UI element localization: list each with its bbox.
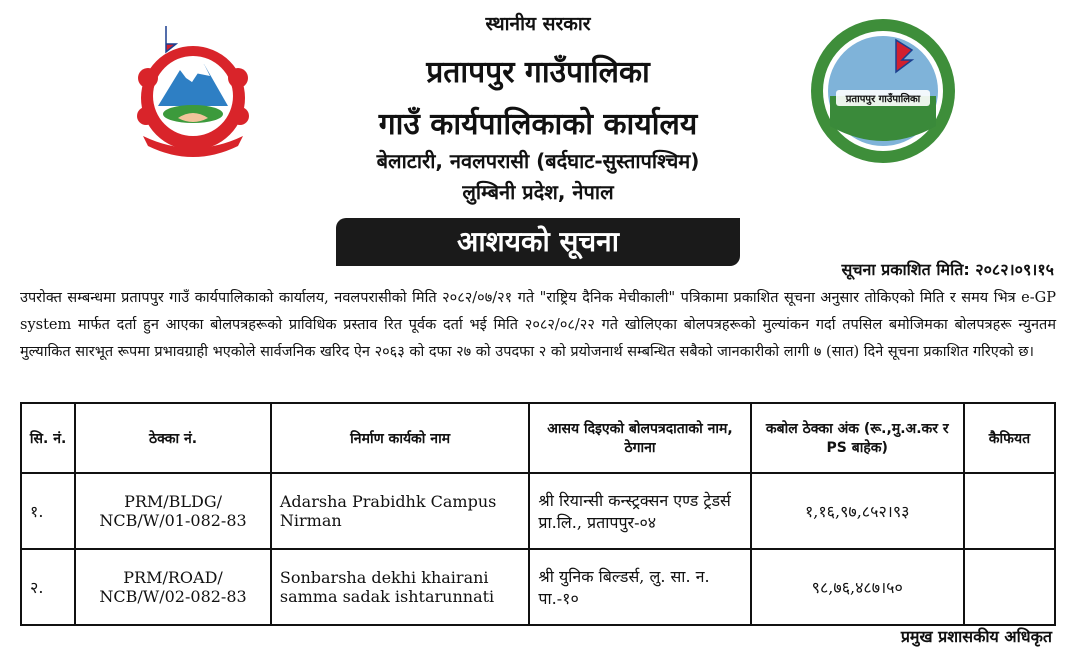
- header-sn: सि. नं.: [21, 403, 75, 473]
- row-amount: १,१६,९७,८५२।९३: [751, 473, 964, 549]
- header-line-local-government: स्थानीय सरकार: [485, 13, 591, 35]
- row-remarks: [964, 549, 1055, 625]
- header-bidder: आसय दिइएको बोलपत्रदाताको नाम, ठेगाना: [529, 403, 750, 473]
- header-amount: कबोल ठेक्का अंक (रू.,मु.अ.कर र PS बाहेक): [751, 403, 964, 473]
- svg-text:प्रतापपुर गाउँपालिका: प्रतापपुर गाउँपालिका: [845, 94, 921, 105]
- header-remarks: कैफियत: [964, 403, 1055, 473]
- municipality-logo: [808, 16, 958, 166]
- header-line-office: गाउँ कार्यपालिकाको कार्यालय: [378, 107, 698, 142]
- signature-title: प्रमुख प्रशासकीय अधिकृत: [900, 627, 1052, 646]
- row-remarks: [964, 473, 1055, 549]
- header-contract-no: ठेक्का नं.: [75, 403, 271, 473]
- row-contract-no: PRM/ROAD/ NCB/W/02-082-83: [75, 549, 271, 625]
- table-row: [21, 549, 1055, 625]
- header-work-name: निर्माण कार्यको नाम: [271, 403, 530, 473]
- header-line-address: बेलाटारी, नवलपरासी (बर्दघाट-सुस्तापश्चिम): [376, 149, 700, 173]
- header-line-province: लुम्बिनी प्रदेश, नेपाल: [462, 180, 614, 204]
- published-date: सूचना प्रकाशित मिति: २०८२।०९।१५: [841, 260, 1054, 279]
- row-work-name: Adarsha Prabidhk Campus Nirman: [271, 473, 530, 549]
- notice-title-banner: आशयको सूचना: [336, 218, 740, 266]
- row-sn: १.: [21, 473, 75, 549]
- row-bidder: श्री रियान्सी कन्स्ट्रक्सन एण्ड ट्रेडर्स प्रा.लि., प्रतापपुर-०४: [529, 473, 750, 549]
- bid-table: [20, 402, 1056, 626]
- row-contract-no: PRM/BLDG/ NCB/W/01-082-83: [75, 473, 271, 549]
- notice-body: उपरोक्त सम्बन्धमा प्रतापपुर गाउँ कार्यपालिकाको कार्यालय, नवलपरासीको मिति २०८२/०७/२१ गते "राष्ट्रिय दैनिक मेचीकाली" पत्रिकामा प्रकाशित सूचना अनुसार तोकिएको मिति र समय भित्र e-GP system मार्फत दर्ता हुन आएका बोलपत्रहरूको प्राविधिक प्रस्ताव रित पूर्वक दर्ता भई मिति २०८२/०८/२२ गते खोलिएका बोलपत्रहरूको मुल्यांकन गर्दा तपसिल बमोजिमका बोलपत्रहरू न्युनतम मुल्याकित सारभूत रूपमा प्रभावग्राही भएकोले सार्वजनिक खरिद ऐन २०६३ को दफा २७ को उपदफा २ को प्रयोजनार्थ सम्बन्धित सबैको जानकारीको लागी ७ (सात) दिने सूचना प्रकाशित गरिएको छ।: [20, 290, 1056, 360]
- table-header-row: [21, 403, 1055, 473]
- row-bidder: श्री युनिक बिल्डर्स, लु. सा. न. पा.-१०: [529, 549, 750, 625]
- row-sn: २.: [21, 549, 75, 625]
- table-row: [21, 473, 1055, 549]
- row-amount: ९८,७६,४८७।५०: [751, 549, 964, 625]
- header-line-municipality: प्रतापपुर गाउँपालिका: [426, 55, 650, 90]
- row-work-name: Sonbarsha dekhi khairani samma sadak ishtarunnati: [271, 549, 530, 625]
